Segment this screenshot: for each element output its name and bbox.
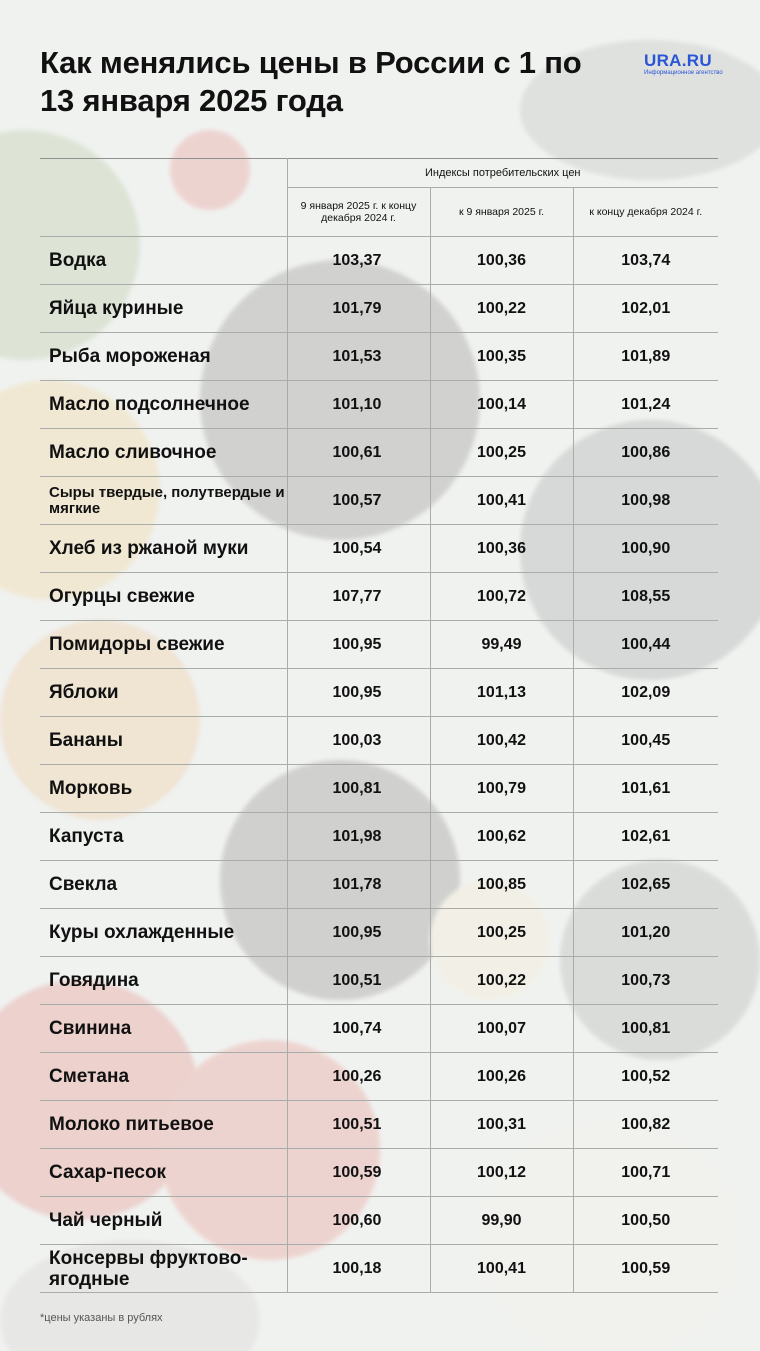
product-name: Молоко питьевое (40, 1101, 287, 1149)
product-name: Водка (40, 237, 287, 285)
index-value-col-1: 100,95 (287, 669, 430, 717)
index-value-col-1: 100,03 (287, 717, 430, 765)
header-col-2: к 9 января 2025 г. (430, 188, 573, 237)
table-row (40, 1005, 718, 1053)
product-name: Чай черный (40, 1197, 287, 1245)
index-value-col-1: 103,37 (287, 237, 430, 285)
index-value-col-2: 100,72 (430, 573, 573, 621)
index-value-col-3: 100,81 (573, 1005, 718, 1053)
table-row (40, 477, 718, 525)
index-value-col-1: 100,57 (287, 477, 430, 525)
index-value-col-2: 100,85 (430, 861, 573, 909)
index-value-col-3: 100,52 (573, 1053, 718, 1101)
table-row (40, 669, 718, 717)
index-value-col-3: 101,20 (573, 909, 718, 957)
index-value-col-3: 100,82 (573, 1101, 718, 1149)
table-row (40, 237, 718, 285)
index-value-col-2: 100,07 (430, 1005, 573, 1053)
product-name: Бананы (40, 717, 287, 765)
index-value-col-3: 100,50 (573, 1197, 718, 1245)
product-name: Огурцы свежие (40, 573, 287, 621)
index-value-col-3: 102,61 (573, 813, 718, 861)
index-value-col-2: 100,42 (430, 717, 573, 765)
table-row (40, 765, 718, 813)
table-row (40, 813, 718, 861)
product-name: Сметана (40, 1053, 287, 1101)
header-group-cpi: Индексы потребительских цен (287, 159, 718, 188)
index-value-col-3: 100,45 (573, 717, 718, 765)
index-value-col-1: 100,95 (287, 621, 430, 669)
index-value-col-2: 100,14 (430, 381, 573, 429)
table-row (40, 717, 718, 765)
index-value-col-1: 100,59 (287, 1149, 430, 1197)
index-value-col-2: 100,62 (430, 813, 573, 861)
table-row (40, 381, 718, 429)
index-value-col-1: 101,79 (287, 285, 430, 333)
logo-name: URA.RU (644, 51, 712, 70)
index-value-col-1: 101,53 (287, 333, 430, 381)
table-row (40, 957, 718, 1005)
table-row (40, 621, 718, 669)
page-title: Как менялись цены в России с 1 по 13 января 2025 года (40, 45, 582, 118)
index-value-col-2: 99,90 (430, 1197, 573, 1245)
index-value-col-1: 100,51 (287, 1101, 430, 1149)
header-col-1: 9 января 2025 г. к концу декабря 2024 г. (287, 188, 430, 237)
index-value-col-1: 101,98 (287, 813, 430, 861)
product-name: Куры охлажденные (40, 909, 287, 957)
table-row (40, 909, 718, 957)
product-name: Масло сливочное (40, 429, 287, 477)
index-value-col-3: 100,44 (573, 621, 718, 669)
index-value-col-2: 100,22 (430, 285, 573, 333)
table-row (40, 1197, 718, 1245)
index-value-col-1: 101,78 (287, 861, 430, 909)
index-value-col-3: 100,90 (573, 525, 718, 573)
table-row (40, 525, 718, 573)
index-value-col-2: 100,12 (430, 1149, 573, 1197)
index-value-col-1: 100,54 (287, 525, 430, 573)
table-row (40, 429, 718, 477)
index-value-col-1: 101,10 (287, 381, 430, 429)
index-value-col-3: 100,59 (573, 1245, 718, 1293)
index-value-col-2: 100,41 (430, 477, 573, 525)
index-value-col-3: 102,01 (573, 285, 718, 333)
table-row (40, 1101, 718, 1149)
product-name: Яблоки (40, 669, 287, 717)
index-value-col-1: 107,77 (287, 573, 430, 621)
index-value-col-3: 100,71 (573, 1149, 718, 1197)
index-value-col-2: 100,35 (430, 333, 573, 381)
index-value-col-2: 100,41 (430, 1245, 573, 1293)
index-value-col-2: 99,49 (430, 621, 573, 669)
footnote: *цены указаны в рублях (40, 1312, 163, 1324)
product-name: Свинина (40, 1005, 287, 1053)
index-value-col-1: 100,74 (287, 1005, 430, 1053)
product-name: Помидоры свежие (40, 621, 287, 669)
index-value-col-3: 102,65 (573, 861, 718, 909)
header-empty-cell (40, 159, 287, 237)
header-col-3: к концу декабря 2024 г. (573, 188, 718, 237)
product-name: Говядина (40, 957, 287, 1005)
index-value-col-1: 100,18 (287, 1245, 430, 1293)
index-value-col-3: 100,98 (573, 477, 718, 525)
index-value-col-2: 100,22 (430, 957, 573, 1005)
index-value-col-3: 101,61 (573, 765, 718, 813)
index-value-col-3: 101,24 (573, 381, 718, 429)
index-value-col-3: 100,86 (573, 429, 718, 477)
index-value-col-1: 100,61 (287, 429, 430, 477)
product-name: Капуста (40, 813, 287, 861)
index-value-col-1: 100,51 (287, 957, 430, 1005)
index-value-col-3: 108,55 (573, 573, 718, 621)
product-name: Яйца куриные (40, 285, 287, 333)
logo-subtitle: Информационное агентство (644, 70, 723, 76)
table-row (40, 333, 718, 381)
product-name: Рыба мороженая (40, 333, 287, 381)
product-name: Сахар-песок (40, 1149, 287, 1197)
index-value-col-2: 100,31 (430, 1101, 573, 1149)
index-value-col-3: 101,89 (573, 333, 718, 381)
product-name: Сыры твердые, полутвердые и мягкие (40, 477, 287, 525)
index-value-col-3: 100,73 (573, 957, 718, 1005)
index-value-col-2: 100,79 (430, 765, 573, 813)
index-value-col-1: 100,95 (287, 909, 430, 957)
product-name: Хлеб из ржаной муки (40, 525, 287, 573)
index-value-col-2: 101,13 (430, 669, 573, 717)
price-index-table (40, 158, 718, 1293)
index-value-col-1: 100,26 (287, 1053, 430, 1101)
table-row (40, 1245, 718, 1293)
ura-ru-logo (644, 52, 723, 77)
index-value-col-2: 100,36 (430, 525, 573, 573)
table-row (40, 285, 718, 333)
index-value-col-3: 102,09 (573, 669, 718, 717)
product-name: Консервы фруктово-ягодные (40, 1245, 287, 1293)
table-row (40, 861, 718, 909)
index-value-col-3: 103,74 (573, 237, 718, 285)
index-value-col-2: 100,25 (430, 909, 573, 957)
table-row (40, 1053, 718, 1101)
index-value-col-2: 100,25 (430, 429, 573, 477)
product-name: Масло подсолнечное (40, 381, 287, 429)
index-value-col-2: 100,26 (430, 1053, 573, 1101)
index-value-col-2: 100,36 (430, 237, 573, 285)
table-row (40, 573, 718, 621)
index-value-col-1: 100,60 (287, 1197, 430, 1245)
product-name: Свекла (40, 861, 287, 909)
product-name: Морковь (40, 765, 287, 813)
table-row (40, 1149, 718, 1197)
index-value-col-1: 100,81 (287, 765, 430, 813)
